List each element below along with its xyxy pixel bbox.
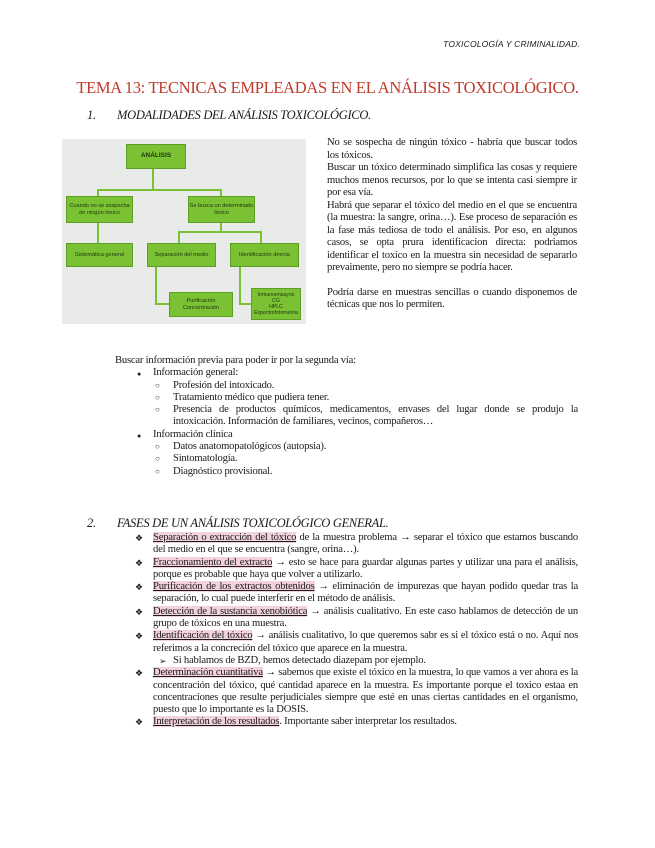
intro-text bbox=[327, 137, 577, 312]
phase-term: Interpretación de los resultados bbox=[153, 716, 280, 728]
phase-description: de la muestra problema → separar el tóxico que estamos buscando del medio en el que se encuentra (sangre, orina…). bbox=[153, 532, 578, 556]
diagram-no-suspect-node: Cuando no se sospecha de ningún tóxico bbox=[66, 196, 133, 223]
info-clinical bbox=[115, 429, 578, 441]
info-general-label: Información general: bbox=[153, 367, 239, 379]
intro-paragraph: Podría darse en muestras sencillas o cuando disponemos de técnicas que nos lo permiten. bbox=[327, 286, 577, 310]
intro-paragraph: No se sospecha de ningún tóxico - habría que buscar todos los tóxicos. bbox=[327, 137, 577, 161]
phase-item bbox=[135, 667, 578, 716]
info-lead: Buscar información previa para poder ir por la segunda vía: bbox=[115, 355, 356, 366]
info-clinical-item: ○ Sintomatología. bbox=[115, 453, 578, 465]
info-general-item: ○ Presencia de productos químicos, medicamentos, envases del lugar donde se produjo la intoxicación. Información de familiares, vecinos, compañeros… bbox=[115, 404, 578, 429]
phase-term: Fraccionamiento del extracto bbox=[153, 556, 273, 568]
diagram-specific-toxic-node: Se busca un determinado tóxico bbox=[188, 196, 255, 223]
phase-item bbox=[135, 716, 578, 728]
phase-description: → esto se hace para guardar algunas partes y utilizar una para el análisis, porque es probable que haya que volver a utilizarlo. bbox=[153, 556, 578, 580]
diagram-separation-node: Separación del medio bbox=[147, 243, 216, 267]
phases-list bbox=[135, 532, 578, 729]
intro-paragraph: Buscar un tóxico determinado simplifica las cosas y requiere muchos menos recursos, por lo que se intenta casi siempre ir por esa vía. bbox=[327, 162, 577, 198]
phase-description: → análisis cualitativo, lo que queremos sabr es si el tóxico está o no. Aquí nos referimos a la concreción del tóxico que aparece en la muestra. bbox=[153, 630, 579, 654]
phase-term: Identificación del tóxico bbox=[153, 630, 253, 642]
page-title: TEMA 13: TECNICAS EMPLEADAS EN EL ANÁLISIS TOXICOLÓGICO. bbox=[76, 78, 579, 97]
phase-item bbox=[135, 557, 578, 582]
info-block bbox=[115, 355, 578, 478]
page-header: TOXICOLOGÍA Y CRIMINALIDAD. bbox=[443, 39, 580, 49]
phase-term: Purificación de los extractos obtenidos bbox=[153, 581, 315, 593]
phase-term: Detección de la sustancia xenobiótica bbox=[153, 605, 308, 617]
info-clinical-label: Información clínica bbox=[153, 428, 233, 440]
section-2-title: FASES DE UN ANÁLISIS TOXICOLÓGICO GENERAL. bbox=[117, 516, 389, 530]
analysis-diagram bbox=[62, 139, 306, 324]
info-clinical-item: ○ Datos anatomopatológicos (autopsia). bbox=[115, 441, 578, 453]
phase-description: → análisis cualitativo. En este caso hablamos de detección de un grupo de tóxicos en una muestra. bbox=[153, 605, 578, 630]
intro-paragraph: Habrá que separar el tóxico del medio en el que se encuentra (la muestra: la sangre, orina…). Ese proceso de separación es la fase más tediosa de todo el análisis. Por eso, en algunos casos, se opta prura identificacion directa: podriamos identificar el toxico en la muestra sin necesidad de separarlo prevaimente, pero no siempre se podría hacer. bbox=[327, 199, 577, 273]
info-general-item: ○ Tratamiento médico que pudiera tener. bbox=[115, 392, 578, 404]
diagram-purification-node: Purificación Concentración bbox=[169, 292, 233, 317]
diagram-root-node: ANÁLISIS bbox=[126, 144, 186, 169]
phase-description: → sabemos que existe el tóxico en la muestra, lo que vamos a ver ahora es la concentración del tóxico, qué cantidad aparece en la muestra. Es importante porque el toxico estaa en concentraciones que resulte perjudiciales siempre que esté en unas ciertas cantidades en el organismo, puesto que lo importante es la DOSIS. bbox=[153, 667, 578, 716]
diagram-identification-node: Identificación directa bbox=[230, 243, 299, 267]
section-1-number: 1. bbox=[87, 108, 96, 122]
phase-item bbox=[135, 606, 578, 631]
phase-description: . Importante saber interpretar los resultados. bbox=[279, 716, 457, 728]
phase-item bbox=[135, 532, 578, 557]
phase-term: Separación o extracción del tóxico bbox=[153, 532, 297, 543]
info-general-item: ○ Profesión del intoxicado. bbox=[115, 380, 578, 392]
phase-item bbox=[135, 630, 578, 655]
info-general bbox=[115, 367, 578, 379]
section-1-heading bbox=[87, 108, 371, 123]
diagram-techniques-node: Inmunoensayos CG HPLC Espectrofotometría bbox=[251, 288, 301, 320]
phase-term: Determinación cuantitativa bbox=[153, 667, 263, 679]
diagram-systematic-node: Sistemática general bbox=[66, 243, 133, 267]
section-2-heading bbox=[87, 516, 388, 531]
section-2-number: 2. bbox=[87, 516, 96, 530]
section-1-title: MODALIDADES DEL ANÁLISIS TOXICOLÓGICO. bbox=[117, 108, 371, 122]
phase-subitem: ➢ Si hablamos de BZD, hemos detectado diazepam por ejemplo. bbox=[135, 655, 578, 667]
phase-description: → eliminación de impurezas que hayan podido quedar tras la separación, lo cual puede interferir en el método de análisis. bbox=[153, 581, 578, 605]
info-clinical-item: ○ Diagnóstico provisional. bbox=[115, 466, 578, 478]
phase-item bbox=[135, 581, 578, 606]
